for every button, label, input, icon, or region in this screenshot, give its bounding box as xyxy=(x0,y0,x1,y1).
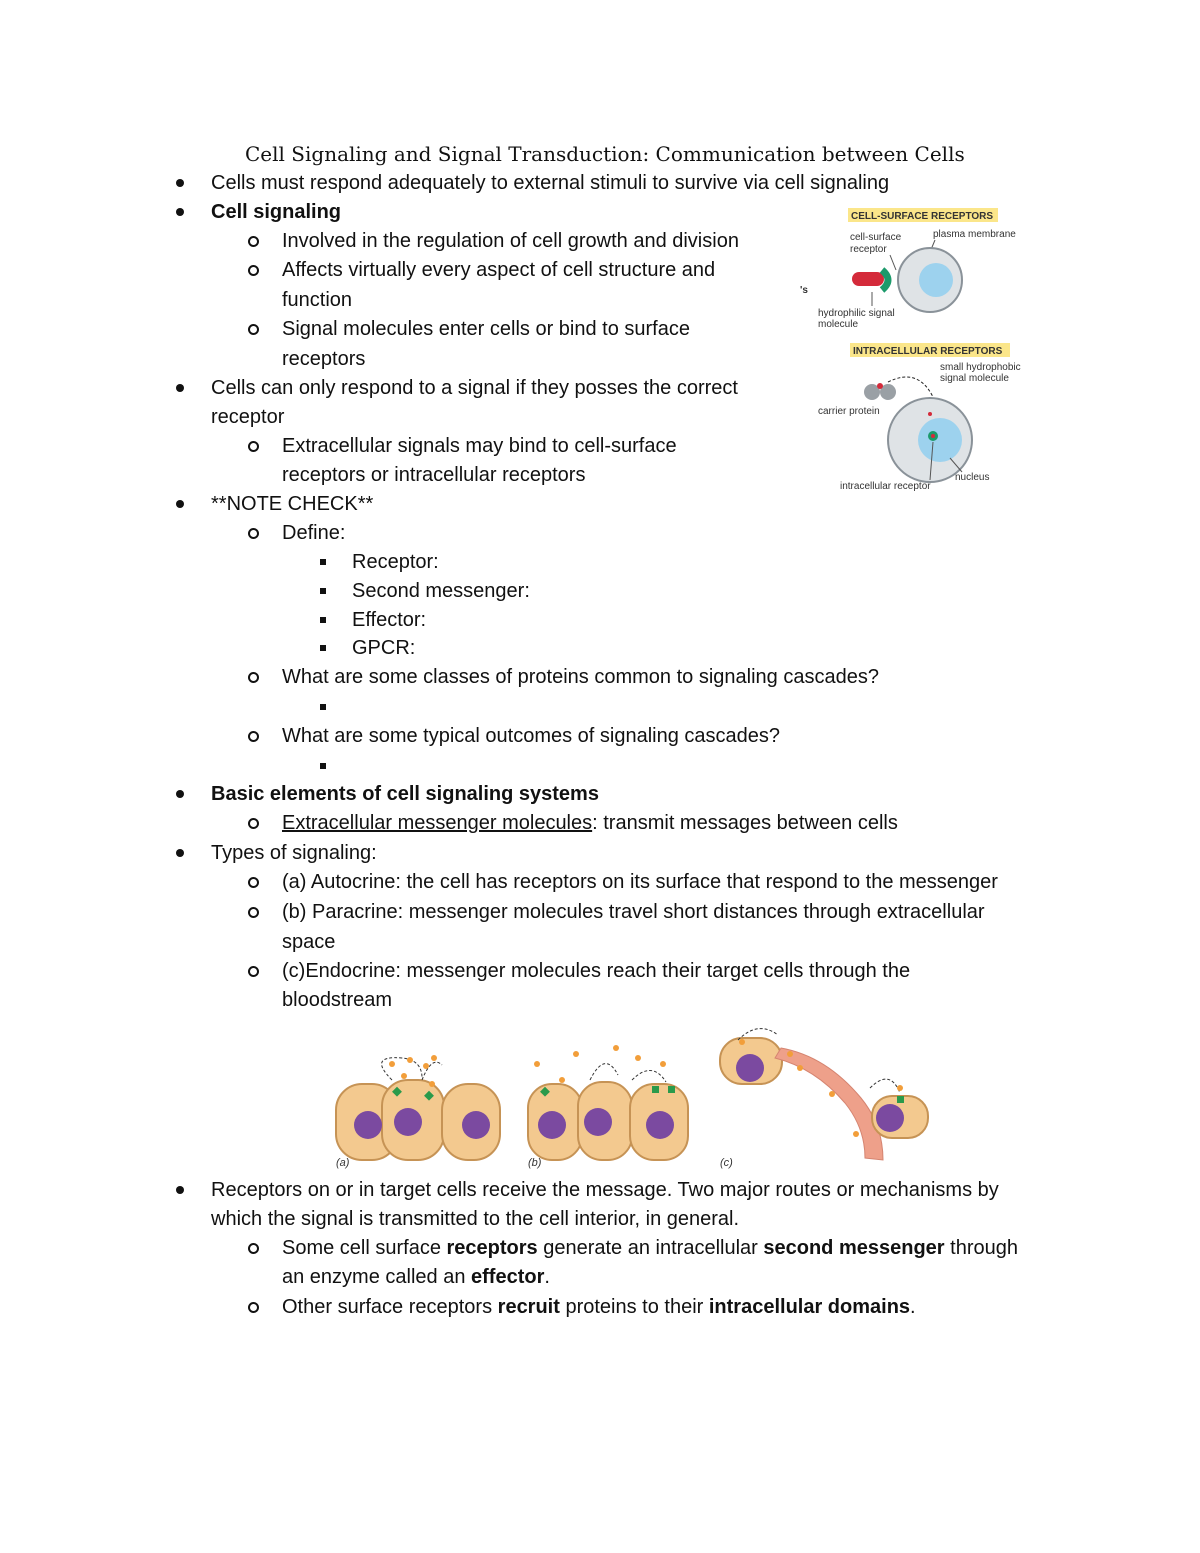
list-item: Define: xyxy=(282,522,346,544)
signaling-types-figure xyxy=(330,1018,950,1173)
sub-bullet xyxy=(248,441,259,452)
nucleus xyxy=(919,263,953,297)
list-item: (b) Paracrine: messenger molecules travel short distances through extracellular xyxy=(282,901,985,923)
list-item: Receptor: xyxy=(352,551,439,573)
square-bullet xyxy=(320,588,326,594)
list-item: What are some classes of proteins common to signaling cascades? xyxy=(282,666,879,688)
svg-text:small hydrophobic: small hydrophobic xyxy=(940,362,1021,373)
svg-text:(b): (b) xyxy=(528,1157,542,1169)
list-item: Basic elements of cell signaling systems xyxy=(211,783,599,805)
svg-text:intracellular receptor: intracellular receptor xyxy=(840,481,931,492)
sub-bullet xyxy=(248,324,259,335)
bullet xyxy=(176,208,184,216)
endocrine-panel xyxy=(720,1029,928,1169)
sub-bullet xyxy=(248,818,259,829)
list-item: (a) Autocrine: the cell has receptors on its surface that respond to the messenger xyxy=(282,871,998,893)
list-item: Other surface receptors recruit proteins to their intracellular domains. xyxy=(282,1296,916,1318)
list-item: Involved in the regulation of cell growth and division xyxy=(282,230,739,252)
list-item: What are some typical outcomes of signaling cascades? xyxy=(282,725,781,747)
list-item: **NOTE CHECK** xyxy=(211,493,374,515)
list-item: receptors or intracellular receptors xyxy=(282,464,586,486)
page-title: Cell Signaling and Signal Transduction: Communication between Cells xyxy=(245,142,965,166)
cell-surface-receptors-label: CELL-SURFACE RECEPTORS xyxy=(851,211,994,222)
svg-text:cell-surface: cell-surface xyxy=(850,232,902,243)
list-item: (c)Endocrine: messenger molecules reach their target cells through the xyxy=(282,960,911,982)
sub-bullet xyxy=(248,672,259,683)
list-item: an enzyme called an effector. xyxy=(282,1266,550,1288)
autocrine-panel xyxy=(336,1055,500,1169)
list-item: Cells can only respond to a signal if they posses the correct xyxy=(211,377,738,399)
sub-bullet xyxy=(248,966,259,977)
signal-molecule xyxy=(852,272,884,286)
list-item: Types of signaling: xyxy=(211,842,377,864)
list-item: Affects virtually every aspect of cell structure and xyxy=(282,259,716,281)
svg-text:signal molecule: signal molecule xyxy=(940,373,1009,384)
list-item: receptor xyxy=(211,406,285,428)
square-bullet xyxy=(320,617,326,623)
list-item: which the signal is transmitted to the cell interior, in general. xyxy=(211,1208,740,1230)
list-item: Extracellular messenger molecules: transmit messages between cells xyxy=(282,812,898,834)
square-bullet xyxy=(320,645,326,651)
bullet xyxy=(176,500,184,508)
sub-bullet xyxy=(248,1302,259,1313)
square-bullet xyxy=(320,763,326,769)
list-item: function xyxy=(282,289,353,311)
underlined-term: Extracellular messenger molecules xyxy=(282,812,593,834)
svg-text:'s: 's xyxy=(800,285,808,296)
bullet xyxy=(176,849,184,857)
paracrine-panel xyxy=(528,1045,688,1169)
svg-text:(a): (a) xyxy=(336,1157,350,1169)
receptor-figure xyxy=(790,200,1050,500)
bullet xyxy=(176,384,184,392)
bullet xyxy=(176,179,184,187)
list-item: Signal molecules enter cells or bind to surface xyxy=(282,318,690,340)
list-item: Second messenger: xyxy=(352,580,530,602)
list-item: Some cell surface receptors generate an intracellular second messenger through xyxy=(282,1237,1018,1259)
svg-text:plasma membrane: plasma membrane xyxy=(933,229,1016,240)
svg-text:receptor: receptor xyxy=(850,244,887,255)
svg-text:hydrophilic signal: hydrophilic signal xyxy=(818,308,895,319)
list-item: Extracellular signals may bind to cell-surface xyxy=(282,435,677,457)
sub-bullet xyxy=(248,236,259,247)
svg-text:(c): (c) xyxy=(720,1157,733,1169)
svg-text:nucleus: nucleus xyxy=(955,472,990,483)
sub-bullet xyxy=(248,528,259,539)
list-item: Cells must respond adequately to external stimuli to survive via cell signaling xyxy=(211,172,890,194)
square-bullet xyxy=(320,704,326,710)
sub-bullet xyxy=(248,907,259,918)
list-item: bloodstream xyxy=(282,989,393,1011)
sub-bullet xyxy=(248,877,259,888)
sub-bullet xyxy=(248,1243,259,1254)
sub-bullet xyxy=(248,731,259,742)
list-item: GPCR: xyxy=(352,637,416,659)
intracellular-receptors-label: INTRACELLULAR RECEPTORS xyxy=(853,346,1003,357)
svg-text:carrier protein: carrier protein xyxy=(818,406,880,417)
list-item: Cell signaling xyxy=(211,201,342,223)
list-item: Effector: xyxy=(352,609,427,631)
bullet xyxy=(176,790,184,798)
square-bullet xyxy=(320,559,326,565)
svg-text:molecule: molecule xyxy=(818,319,859,330)
list-item: receptors xyxy=(282,348,366,370)
list-item: space xyxy=(282,931,336,953)
sub-bullet xyxy=(248,265,259,276)
list-item: Receptors on or in target cells receive the message. Two major routes or mechanisms by xyxy=(211,1179,999,1201)
bullet xyxy=(176,1186,184,1194)
